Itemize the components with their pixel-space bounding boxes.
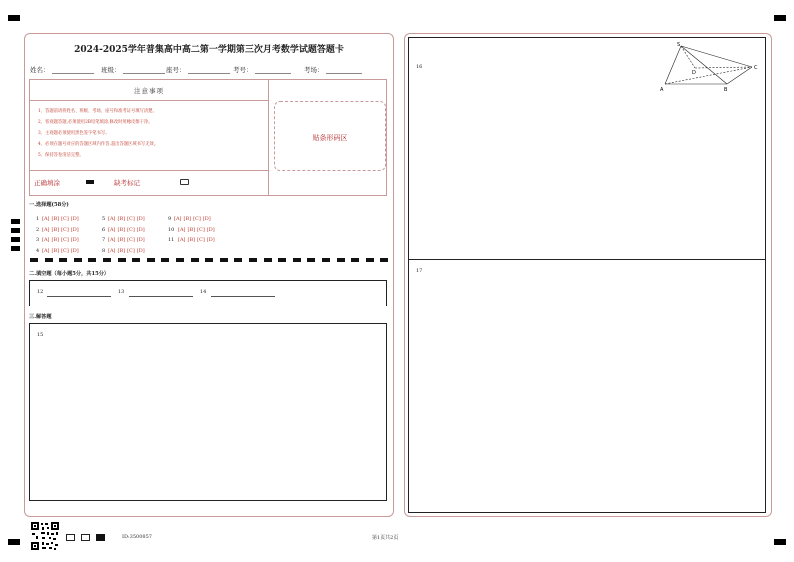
separator-dash xyxy=(103,258,111,262)
vertex-label: A xyxy=(660,87,664,93)
mcq-question-number: 4 xyxy=(36,247,40,254)
edge-dc-hidden xyxy=(695,67,752,68)
barcode-area-label: 贴条形码区 xyxy=(312,134,348,142)
mcq-option-bubble[interactable]: [A] xyxy=(108,216,116,222)
pyramid-figure xyxy=(655,40,765,96)
mcq-question-number: 6 xyxy=(102,226,106,233)
separator-dash xyxy=(45,258,53,262)
vertex-label: C xyxy=(754,65,758,71)
corner-mark xyxy=(8,15,20,21)
blank-line[interactable] xyxy=(47,296,111,297)
edge-bc xyxy=(727,67,752,84)
mcq-option-bubble[interactable]: [C] xyxy=(127,247,135,254)
mcq-option-bubble[interactable]: [B] xyxy=(187,226,196,233)
page-indicator: 第1页共2页 xyxy=(372,535,399,541)
separator-dash xyxy=(264,258,272,262)
class-field[interactable]: 班级： xyxy=(101,65,165,74)
timing-mark xyxy=(11,237,20,242)
mcq-option-bubble[interactable]: [D] xyxy=(136,226,145,233)
mcq-option-bubble[interactable]: [A] xyxy=(108,226,116,233)
edge-sc xyxy=(681,46,752,67)
mcq-option-bubble[interactable]: [B] xyxy=(51,216,60,222)
mcq-question-row xyxy=(36,216,81,222)
separator-dash xyxy=(132,258,140,262)
separator-dash xyxy=(278,258,286,262)
separator-dash xyxy=(380,258,388,262)
mcq-question-number: 2 xyxy=(36,226,40,233)
separator-dash xyxy=(176,258,184,262)
fill-blank-box xyxy=(29,280,387,306)
question-number: 16 xyxy=(416,64,423,70)
blank-number: 14 xyxy=(200,289,207,295)
vertex-label: B xyxy=(724,87,728,93)
mcq-option-bubble[interactable]: [A] xyxy=(178,237,186,243)
mcq-option-bubble[interactable]: [B] xyxy=(117,216,126,222)
corner-mark xyxy=(8,539,20,545)
separator-dash xyxy=(88,258,96,262)
name-field[interactable]: 姓名： xyxy=(30,65,94,74)
separator-dash xyxy=(118,258,126,262)
mcq-option-bubble[interactable]: [D] xyxy=(136,216,145,222)
blank-line[interactable] xyxy=(129,296,193,297)
mcq-option-bubble[interactable]: [A] xyxy=(174,216,182,222)
edge-sa xyxy=(665,46,681,84)
mcq-option-bubble[interactable]: [A] xyxy=(42,226,50,233)
mcq-option-bubble[interactable]: [C] xyxy=(127,237,135,243)
mcq-option-bubble[interactable]: [C] xyxy=(61,237,69,243)
vertex-label: D xyxy=(692,70,696,76)
mcq-option-bubble[interactable]: [C] xyxy=(127,216,135,222)
seat-field[interactable]: 座号： xyxy=(166,65,230,74)
question-number: 15 xyxy=(37,332,44,338)
answer-box-17[interactable] xyxy=(408,259,766,513)
separator-dash xyxy=(234,258,242,262)
fill-blank-heading: 二.填空题（每小题5分，共15分） xyxy=(29,271,110,277)
absent-mark-checkbox[interactable] xyxy=(180,179,189,185)
mcq-option-bubble[interactable]: [A] xyxy=(108,237,116,243)
separator-dash xyxy=(351,258,359,262)
separator-dash xyxy=(147,258,155,262)
notice-heading: 注意事项 xyxy=(134,87,164,95)
mcq-option-bubble[interactable]: [B] xyxy=(117,247,126,254)
page-marker xyxy=(66,534,75,541)
mcq-question-row xyxy=(36,237,81,243)
blank-number: 13 xyxy=(118,289,125,295)
timing-mark xyxy=(11,228,20,233)
mcq-question-row xyxy=(168,237,217,243)
mcq-question-row xyxy=(36,248,81,254)
mcq-question-row xyxy=(102,227,147,233)
mcq-option-bubble[interactable]: [D] xyxy=(206,237,215,243)
separator-dash xyxy=(191,258,199,262)
mcq-option-bubble[interactable]: [D] xyxy=(136,247,145,254)
timing-mark xyxy=(11,219,20,224)
question-number: 17 xyxy=(416,268,423,274)
mcq-question-number: 11 xyxy=(168,237,175,243)
mcq-question-row xyxy=(102,216,147,222)
mcq-option-bubble[interactable]: [D] xyxy=(70,247,79,254)
mcq-question-row xyxy=(168,216,213,222)
mcq-option-bubble[interactable]: [B] xyxy=(117,226,126,233)
mcq-question-number: 5 xyxy=(102,216,106,222)
mcq-option-bubble[interactable]: [D] xyxy=(136,237,145,243)
notice-box xyxy=(29,79,387,196)
mcq-option-bubble[interactable]: [B] xyxy=(51,247,60,254)
exam-room-field[interactable]: 考场： xyxy=(304,65,362,74)
mcq-question-number: 9 xyxy=(168,216,172,222)
answer-heading: 三.解答题 xyxy=(29,314,52,320)
mcq-option-bubble[interactable]: [A] xyxy=(42,216,50,222)
mcq-question-number: 1 xyxy=(36,216,40,222)
blank-line[interactable] xyxy=(211,296,275,297)
separator-dash xyxy=(307,258,315,262)
notice-item: 3、主观题必须使用黑色签字笔书写。 xyxy=(38,131,110,136)
sheet-id: ID:3500857 xyxy=(122,534,152,540)
sheet-title: 2024-2025学年普集高中高二第一学期第三次月考数学试题答题卡 xyxy=(74,45,344,55)
mcq-option-bubble[interactable]: [B] xyxy=(51,237,60,243)
left-answer-panel xyxy=(24,33,394,517)
edge-sb xyxy=(681,46,727,84)
separator-dash xyxy=(337,258,345,262)
notice-item: 1、答题前请将姓名、班级、考场、座号和准考证号填写清楚。 xyxy=(38,109,157,114)
mcq-option-bubble[interactable]: [D] xyxy=(70,226,79,233)
mcq-heading: 一.选择题(58分) xyxy=(29,202,69,208)
mcq-option-bubble[interactable]: [B] xyxy=(183,216,192,222)
separator-dash xyxy=(74,258,82,262)
separator-dash xyxy=(161,258,169,262)
mcq-option-bubble[interactable]: [B] xyxy=(51,226,60,233)
mcq-option-bubble[interactable]: [C] xyxy=(127,226,135,233)
mcq-option-bubble[interactable]: [B] xyxy=(117,237,126,243)
vertex-label: S xyxy=(677,42,681,48)
separator-dash xyxy=(322,258,330,262)
edge-ac-hidden xyxy=(665,67,752,84)
mcq-option-bubble[interactable]: [D] xyxy=(206,226,215,233)
notice-item: 4、必须在题号对应的答题区域内作答,超出答题区域书写无效。 xyxy=(38,142,159,147)
mcq-option-bubble[interactable]: [C] xyxy=(197,226,205,233)
separator-dash xyxy=(293,258,301,262)
mcq-option-bubble[interactable]: [B] xyxy=(187,237,196,243)
mcq-option-bubble[interactable]: [A] xyxy=(42,237,50,243)
absent-mark-label: 缺考标记 xyxy=(114,179,140,187)
exam-number-field[interactable]: 考号： xyxy=(233,65,291,74)
notice-item: 5、保持答卷清洁完整。 xyxy=(38,153,84,158)
mcq-question-number: 10 xyxy=(168,226,175,233)
mcq-question-row xyxy=(102,237,147,243)
mcq-option-bubble[interactable]: [A] xyxy=(42,247,50,254)
separator-dash xyxy=(249,258,257,262)
mcq-question-row xyxy=(168,227,217,233)
timing-mark xyxy=(11,246,20,251)
mcq-option-bubble[interactable]: [D] xyxy=(70,216,79,222)
mcq-question-row xyxy=(36,227,81,233)
mcq-question-number: 7 xyxy=(102,237,106,243)
mcq-option-bubble[interactable]: [A] xyxy=(178,226,186,233)
separator-dash xyxy=(30,258,38,262)
blank-number: 12 xyxy=(37,289,44,295)
mcq-question-number: 8 xyxy=(102,247,106,254)
separator-dash xyxy=(59,258,67,262)
mcq-option-bubble[interactable]: [C] xyxy=(193,216,201,222)
mcq-question-row xyxy=(102,248,147,254)
mcq-option-bubble[interactable]: [D] xyxy=(70,237,79,243)
page-marker xyxy=(96,534,105,541)
mcq-option-bubble[interactable]: [C] xyxy=(61,247,69,254)
corner-mark xyxy=(774,539,786,545)
separator-dash xyxy=(366,258,374,262)
corner-mark xyxy=(774,15,786,21)
mcq-option-bubble[interactable]: [D] xyxy=(202,216,211,222)
correct-fill-sample xyxy=(86,180,94,184)
separator-bar xyxy=(30,258,386,262)
mcq-option-bubble[interactable]: [C] xyxy=(61,216,69,222)
mcq-question-number: 3 xyxy=(36,237,40,243)
separator-dash xyxy=(205,258,213,262)
notice-item: 2、客观题答题,必须使用2B铅笔填涂,修改时用橡皮擦干净。 xyxy=(38,120,153,125)
mcq-option-bubble[interactable]: [A] xyxy=(108,247,116,254)
mcq-option-bubble[interactable]: [C] xyxy=(197,237,205,243)
separator-dash xyxy=(220,258,228,262)
page-marker xyxy=(81,534,90,541)
answer-box-15[interactable] xyxy=(29,323,387,501)
correct-fill-label: 正确填涂 xyxy=(34,179,60,187)
mcq-option-bubble[interactable]: [C] xyxy=(61,226,69,233)
qr-code xyxy=(30,521,60,551)
